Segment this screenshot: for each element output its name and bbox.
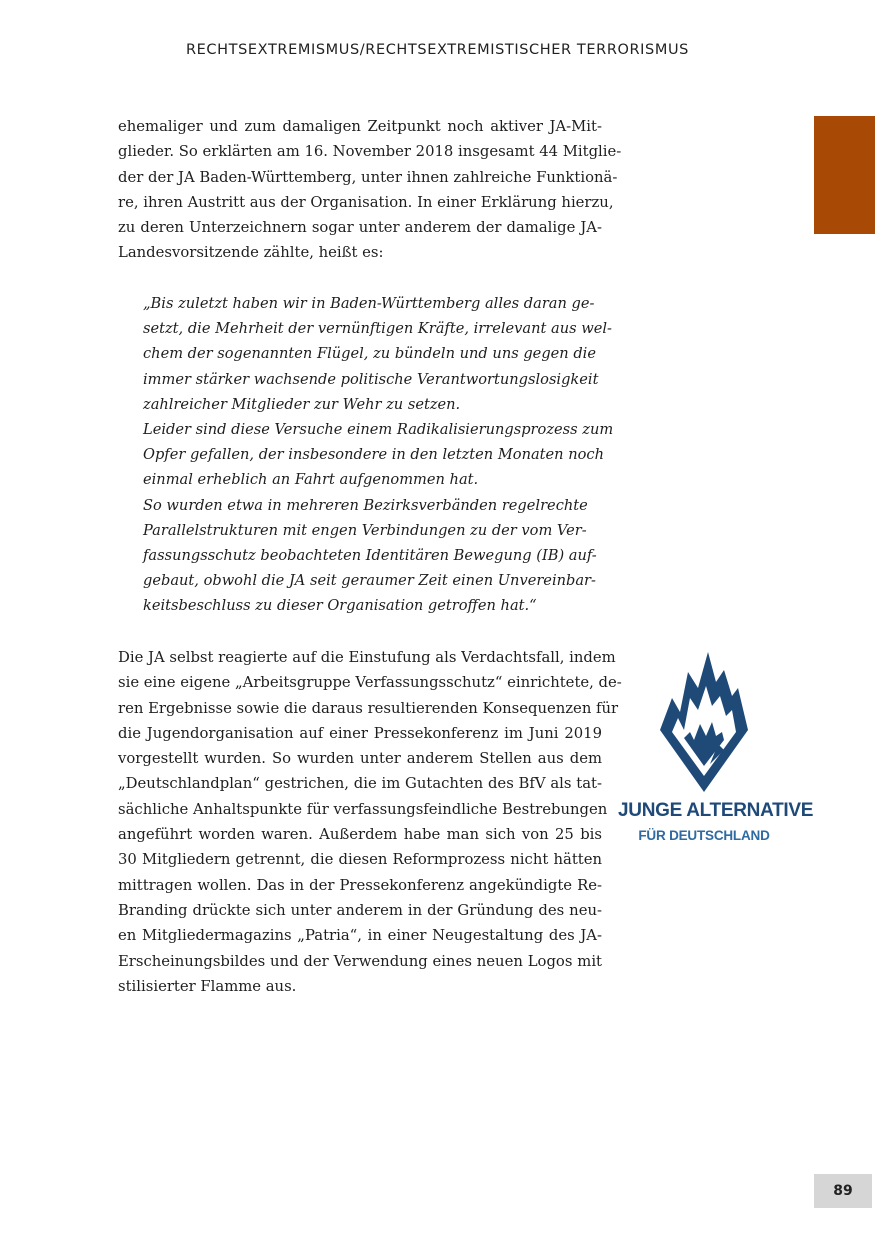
text-line: der der JA Baden-Württemberg, unter ihnen zahlreiche Funktionä-	[118, 168, 618, 186]
page-number: 89	[814, 1174, 872, 1208]
text-line: 30 Mitgliedern getrennt, die diesen Reformprozess nicht hätten	[118, 851, 602, 869]
text-line: immer stärker wachsende politische Verantwortungslosigkeit	[143, 370, 599, 388]
text-line: keitsbeschluss zu dieser Organisation getroffen hat.“	[143, 597, 537, 615]
text-line: setzt, die Mehrheit der vernünftigen Kräfte, irrelevant aus wel-	[143, 320, 612, 338]
text-line: sächliche Anhaltspunkte für verfassungsfeindliche Bestrebungen	[118, 800, 608, 818]
text-line: re, ihren Austritt aus der Organisation. In einer Erklärung hierzu,	[118, 193, 614, 211]
text-line: stilisierter Flamme aus.	[118, 977, 297, 995]
text-line: angeführt worden waren. Außerdem habe man sich von 25 bis	[118, 826, 602, 844]
text-line: Opfer gefallen, der insbesondere in den letzten Monaten noch	[143, 446, 604, 464]
text-line: Branding drückte sich unter anderem in der Gründung des neu-	[118, 901, 602, 919]
logo-wordmark-line1: JUNGE ALTERNATIVE	[618, 800, 814, 821]
text-line: einmal erheblich an Fahrt aufgenommen hat.	[143, 471, 479, 489]
text-line: mittragen wollen. Das in der Pressekonferenz angekündigte Re-	[118, 876, 602, 894]
logo-wordmark-line2: FÜR DEUTSCHLAND	[638, 828, 770, 843]
text-line: „Bis zuletzt haben wir in Baden-Württemberg alles daran ge-	[143, 295, 595, 312]
body-paragraph-2	[118, 645, 622, 999]
block-quote	[143, 291, 614, 619]
text-line: ehemaliger und zum damaligen Zeitpunkt noch aktiver JA-Mit-	[118, 118, 602, 135]
text-line: „Deutschlandplan“ gestrichen, die im Gutachten des BfV als tat-	[118, 775, 602, 793]
text-line: gebaut, obwohl die JA seit geraumer Zeit einen Unvereinbar-	[143, 572, 596, 590]
text-line: Die JA selbst reagierte auf die Einstufung als Verdachtsfall, indem	[118, 649, 616, 666]
text-line: en Mitgliedermagazins „Patria“, in einer Neugestaltung des JA-	[118, 927, 602, 945]
text-line: die Jugendorganisation auf einer Pressekonferenz im Juni 2019	[118, 724, 602, 742]
text-line: So wurden etwa in mehreren Bezirksverbänden regelrechte	[143, 496, 588, 514]
text-line: zahlreicher Mitglieder zur Wehr zu setzen.	[143, 395, 461, 413]
text-line: glieder. So erklärten am 16. November 2018 insgesamt 44 Mitglie-	[118, 143, 622, 161]
text-line: Landesvorsitzende zählte, heißt es:	[118, 244, 384, 262]
text-line: Leider sind diese Versuche einem Radikalisierungsprozess zum	[143, 421, 614, 439]
text-line: Parallelstrukturen mit engen Verbindungen zu der vom Ver-	[143, 521, 587, 539]
text-line: Erscheinungsbildes und der Verwendung eines neuen Logos mit	[118, 952, 602, 970]
text-line: fassungsschutz beobachteten Identitären Bewegung (IB) auf-	[143, 547, 597, 565]
text-line: zu deren Unterzeichnern sogar unter anderem der damalige JA-	[118, 219, 602, 237]
body-paragraph-1	[118, 114, 622, 266]
flame-icon	[658, 652, 750, 794]
text-line: ren Ergebnisse sowie die daraus resultierenden Konsequenzen für	[118, 699, 619, 717]
text-line: chem der sogenannten Flügel, zu bündeln und uns gegen die	[143, 345, 596, 363]
running-header: RECHTSEXTREMISMUS/RECHTSEXTREMISTISCHER TERRORISMUS	[186, 42, 689, 58]
text-line: vorgestellt wurden. So wurden unter anderem Stellen aus dem	[118, 750, 602, 768]
text-line: sie eine eigene „Arbeitsgruppe Verfassungsschutz“ einrichtete, de-	[118, 674, 622, 692]
chapter-tab	[814, 116, 875, 234]
ja-logo	[618, 652, 814, 852]
